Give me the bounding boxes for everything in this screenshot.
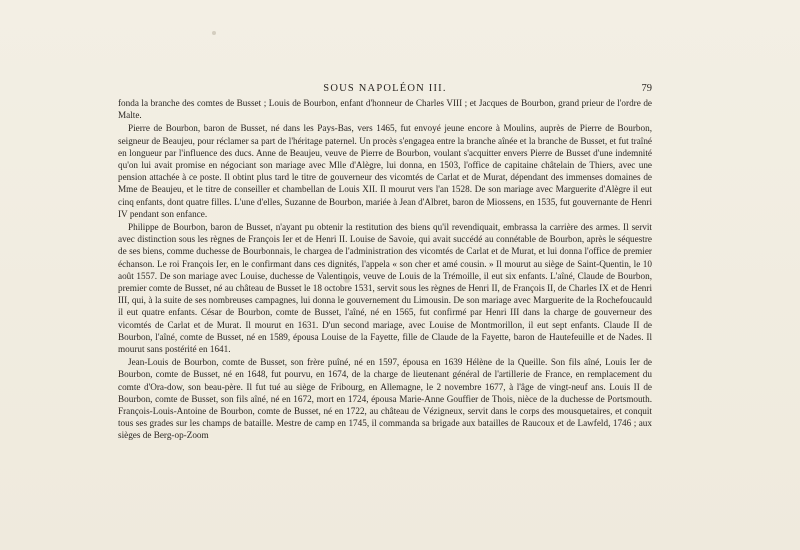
paragraph: Pierre de Bourbon, baron de Busset, né dans les Pays-Bas, vers 1465, fut envoyé jeune encore à Moulins, auprès de Pierre de Bourbon, seigneur de Beaujeu, pour réclamer sa part de l'héritage paternel. Un procès s'engagea entre la branche aînée et la branche de Busset, et fut traîné en longueur par l'influence des ducs. Anne de Beaujeu, veuve de Pierre de Bourbon, voulant s'acquitter envers Pierre de Busset d'une indemnité qu'on lui avait promise en négociant son mariage avec Mlle d'Alègre, lui donna, en 1503, l'office de capitaine châtelain de Thiers, avec une pension attachée à ce poste. Il obtint plus tard le titre de gouverneur des vicomtés de Carlat et de Murat, dépendant des immenses domaines de Mme de Beaujeu, et le titre de conseiller et chambellan de Louis XII. Il mourut vers l'an 1528. De son mariage avec Marguerite d'Alègre il eut cinq enfants, dont quatre filles. L'une d'elles, Suzanne de Bourbon, mariée à Jean d'Albret, baron de Miossens, en 1535, fut gouvernante de Henri IV pendant son enfance. [118, 123, 652, 219]
paragraph: fonda la branche des comtes de Busset ; Louis de Bourbon, enfant d'honneur de Charles VIII ; et Jacques de Bourbon, grand prieur de l'ordre de Malte. [118, 98, 652, 121]
running-title: SOUS NAPOLÉON III. [323, 83, 447, 94]
paragraph: Philippe de Bourbon, baron de Busset, n'ayant pu obtenir la restitution des biens qu'il revendiquait, embrassa la carrière des armes. Il servit avec distinction sous les règnes de François Ier et de Henri II. Louise de Savoie, qui avait succédé au connétable de Bourbon, après le séquestre de ses biens, comme duchesse de Bourbonnais, le chargea de l'administration des vicomtés de Carlat et de Murat, et lui donna l'office de premier échanson. Le roi François Ier, en le confirmant dans ces dignités, l'appela « son cher et amé cousin. » Il mourut au siège de Saint-Quentin, le 10 août 1557. De son mariage avec Louise, duchesse de Valentinois, veuve de Louis de la Trémoille, il eut six enfants. L'aîné, Claude de Bourbon, premier comte de Busset, né au château de Busset le 18 octobre 1531, servit sous les règnes de Henri II, de François II, de Charles IX et de Henri III, qui, à la suite de ses nombreuses campagnes, lui donna le gouvernement du Limousin. De son mariage avec Marguerite de la Rochefoucauld il eut quatre enfants. César de Bourbon, comte de Busset, l'aîné, né en 1565, fut confirmé par Henri III dans la charge de gouverneur des vicomtés de Carlat et de Murat. Il mourut en 1631. D'un second mariage, avec Louise de Montmorillon, il eut sept enfants. Claude II de Bourbon, l'aîné, comte de Busset, né en 1589, épousa Louise de la Fayette, fille de Claude de la Fayette, baron de Hautefeuille et de Nades. Il mourut sans postérité en 1641. [118, 222, 652, 355]
paper-blemish [212, 31, 216, 35]
page-number: 79 [641, 83, 652, 94]
page-header [118, 82, 652, 96]
body-text [118, 97, 652, 442]
paragraph: Jean-Louis de Bourbon, comte de Busset, son frère puîné, né en 1597, épousa en 1639 Hélène de la Queille. Son fils aîné, Louis Ier de Bourbon, comte de Busset, né en 1648, fut pourvu, en 1674, de la charge de lieutenant général de l'artillerie de France, en remplacement du comte d'Ora-dow, son beau-père. Il fut tué au siège de Fribourg, en Allemagne, le 2 novembre 1677, à l'âge de vingt-neuf ans. Louis II de Bourbon, comte de Busset, son fils aîné, né en 1672, mort en 1724, épousa Marie-Anne Gouffier de Thois, nièce de la duchesse de Portsmouth. François-Louis-Antoine de Bourbon, comte de Busset, né en 1722, au château de Vézigneux, servit dans le corps des mousquetaires, et conquit tous ses grades sur les champs de bataille. Mestre de camp en 1745, il commanda sa brigade aux batailles de Raucoux et de Lawfeld, 1746 ; aux sièges de Berg-op-Zoom [118, 357, 652, 441]
